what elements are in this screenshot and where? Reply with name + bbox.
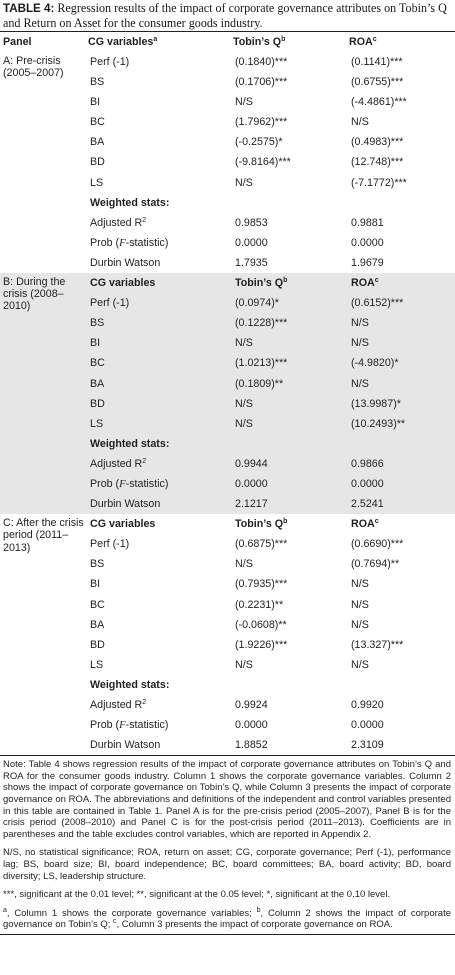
roa-value: N/S (351, 578, 369, 591)
results-table (0, 32, 455, 755)
roa-stat: 0.9881 (351, 216, 384, 229)
table-notes (0, 755, 455, 931)
cg-variable: LS (90, 658, 104, 671)
tobin-stat: 0.9944 (235, 457, 268, 470)
roa-value: (0.6152)*** (351, 297, 404, 310)
caption-label: TABLE 4: (3, 2, 55, 15)
roa-value: N/S (351, 618, 369, 631)
stat-name: Adjusted $R^2$ (90, 699, 147, 711)
panel-label: C: After the crisis period (2011–2013) (3, 517, 84, 554)
cg-variable: BA (90, 136, 105, 149)
roa-value: (0.7694)** (351, 558, 400, 571)
roa-stat: 0.9920 (351, 699, 384, 711)
roa-value: N/S (351, 598, 369, 611)
cg-variable: Perf (-1) (90, 538, 130, 551)
roa-stat: 0.0000 (351, 719, 384, 732)
tobin-value: (0.2231)** (235, 598, 284, 611)
cg-variable: BI (90, 96, 101, 109)
tobin-stat: 0.0000 (235, 719, 268, 732)
tobin-value: N/S (235, 558, 253, 571)
roa-value: N/S (351, 377, 369, 390)
roa-value: (13.327)*** (351, 638, 404, 651)
tobin-stat: 0.0000 (235, 236, 268, 249)
tobin-stat: 2.1217 (235, 498, 268, 511)
bottom-rule (0, 934, 455, 935)
weighted-stats-label: Weighted stats: (90, 437, 170, 450)
table-caption (3, 1, 453, 30)
panel-c (0, 514, 455, 755)
cg-variable: BD (90, 397, 105, 410)
table-row (0, 52, 455, 72)
roa-value: (-4.9820)* (351, 357, 399, 370)
note-significance: ***, significant at the 0.01 level; **, significant at the 0.05 level; *, significant at the 0.10 level. (3, 889, 391, 901)
subheader-row (0, 514, 455, 534)
empty-cell (233, 675, 349, 695)
empty-cell (349, 434, 455, 454)
stat-name: Durbin Watson (90, 498, 161, 511)
tobin-stat: 1.8852 (235, 739, 268, 752)
cg-variable: BA (90, 618, 105, 631)
tobin-value: N/S (235, 658, 253, 671)
cg-variable: BD (90, 156, 105, 169)
tobin-value: N/S (235, 417, 253, 430)
header-tobin: Tobin’s $Q^b$ (233, 36, 286, 48)
cg-variable: Perf (-1) (90, 56, 130, 68)
stat-name: Adjusted $R^2$ (90, 457, 147, 470)
subheader-tobin: Tobin’s $Q^b$ (235, 277, 288, 290)
stat-name: Adjusted $R^2$ (90, 216, 147, 229)
empty-cell (349, 193, 455, 213)
cg-variable: BC (90, 598, 105, 611)
tobin-value: (-0.2575)* (235, 136, 283, 149)
empty-cell (233, 193, 349, 213)
roa-stat: 2.3109 (351, 739, 384, 752)
tobin-value: N/S (235, 397, 253, 410)
tobin-stat: 0.0000 (235, 477, 268, 490)
tobin-value: (0.1840)*** (235, 56, 288, 68)
tobin-value: (1.7962)*** (235, 116, 288, 129)
tobin-stat: 1.7935 (235, 256, 268, 269)
cg-variable: LS (90, 176, 104, 189)
note-columns: $^a$, Column 1 shows the corporate governance variables; $^b$, Column 2 shows the impact of corporate governance on Tobin’s Q; $^c$, Column 3 presents the impact of corporate governance on ROA. (3, 906, 451, 931)
roa-stat: 0.0000 (351, 477, 384, 490)
roa-value: (0.6690)*** (351, 538, 404, 551)
cg-variable: BS (90, 317, 105, 330)
tobin-value: (0.1706)*** (235, 76, 288, 89)
stat-name: Durbin Watson (90, 256, 161, 269)
tobin-value: (1.0213)*** (235, 357, 288, 370)
cg-variable: BI (90, 337, 101, 350)
tobin-value: (0.7935)*** (235, 578, 288, 591)
weighted-stats-label: Weighted stats: (90, 678, 170, 691)
header-panel: Panel (3, 36, 32, 48)
tobin-value: (-9.8164)*** (235, 156, 291, 169)
stat-name: Durbin Watson (90, 739, 161, 752)
subheader-roa: ROA$^c$ (351, 518, 379, 531)
roa-value: (-7.1772)*** (351, 176, 407, 189)
cg-variable: BA (90, 377, 105, 390)
tobin-value: (-0.0608)** (235, 618, 287, 631)
stat-name: Prob (F-statistic) (90, 477, 169, 490)
tobin-value: (0.1809)** (235, 377, 284, 390)
empty-cell (349, 675, 455, 695)
header-roa: ROA$^c$ (349, 36, 377, 48)
subheader-cg: CG variables (90, 277, 156, 290)
roa-value: (10.2493)** (351, 417, 406, 430)
cg-variable: BI (90, 578, 101, 591)
roa-value: (13.9987)* (351, 397, 401, 410)
tobin-value: (0.0974)* (235, 297, 279, 310)
roa-value: (0.6755)*** (351, 76, 404, 89)
tobin-value: (0.1228)*** (235, 317, 288, 330)
subheader-row (0, 273, 455, 293)
stat-name: Prob (F-statistic) (90, 719, 169, 732)
weighted-stats-label: Weighted stats: (90, 196, 170, 209)
tobin-stat: 0.9924 (235, 699, 268, 711)
caption-text: Regression results of the impact of corporate governance attributes on Tobin’s Q and Return on Asset for the consumer goods industry. (3, 1, 447, 30)
tobin-value: N/S (235, 176, 253, 189)
roa-value: (-4.4861)*** (351, 96, 407, 109)
roa-value: (0.1141)*** (351, 56, 403, 68)
cg-variable: BS (90, 76, 105, 89)
roa-value: (12.748)*** (351, 156, 404, 169)
header-cg: CG variables$^a$ (88, 36, 158, 48)
roa-value: N/S (351, 337, 369, 350)
cg-variable: BS (90, 558, 105, 571)
subheader-tobin: Tobin’s $Q^b$ (235, 518, 288, 531)
roa-value: N/S (351, 116, 369, 129)
tobin-value: (0.6875)*** (235, 538, 288, 551)
cg-variable: BD (90, 638, 105, 651)
cg-variable: Perf (-1) (90, 297, 130, 310)
tobin-stat: 0.9853 (235, 216, 268, 229)
note-abbreviations: N/S, no statistical significance; ROA, return on asset; CG, corporate governance; Perf (-1), performance lag; BS, board size; BI, board independence; BC, board committees; BA, board activity; BD, board diversity; LS, leadership structure. (3, 847, 451, 882)
roa-value: N/S (351, 317, 369, 330)
subheader-roa: ROA$^c$ (351, 277, 379, 290)
stat-name: Prob (F-statistic) (90, 236, 169, 249)
roa-value: (0.4983)*** (351, 136, 404, 149)
roa-stat: 0.0000 (351, 236, 384, 249)
table-figure (0, 1, 455, 935)
cg-variable: LS (90, 417, 104, 430)
panel-b (0, 273, 455, 514)
subheader-cg: CG variables (90, 518, 156, 531)
panel-label: A: Pre-crisis (2005–2007) (3, 55, 64, 80)
tobin-value: (1.9226)*** (235, 638, 288, 651)
panel-label: B: During the crisis (2008–2010) (3, 276, 66, 313)
roa-stat: 2.5241 (351, 498, 384, 511)
cg-variable: BC (90, 357, 105, 370)
empty-cell (233, 434, 349, 454)
header-row (0, 32, 455, 52)
roa-stat: 0.9866 (351, 457, 384, 470)
tobin-value: N/S (235, 96, 253, 109)
roa-stat: 1.9679 (351, 256, 384, 269)
cg-variable: BC (90, 116, 105, 129)
tobin-value: N/S (235, 337, 253, 350)
note-general: Note: Table 4 shows regression results of the impact of corporate governance attributes on Tobin’s Q and ROA for the consumer goods industry. Column 1 shows the corporate governance variables. Column 2 shows the impact of corporate governance on Tobin’s Q, while Column 3 presents the impact of corporate governance on ROA. The abbreviations and definitions of the independent and control variables presented in this table are contained in Table 1. Panel A is for the pre-crisis period (2005–2007), Panel B is for the crisis period (2008–2010) and Panel C is for the post-crisis period (2011–2013). Coefficients are in parentheses and the table excludes control variables, which are reported in Appendix 2. (3, 759, 451, 840)
roa-value: N/S (351, 658, 369, 671)
panel-a (0, 52, 455, 273)
